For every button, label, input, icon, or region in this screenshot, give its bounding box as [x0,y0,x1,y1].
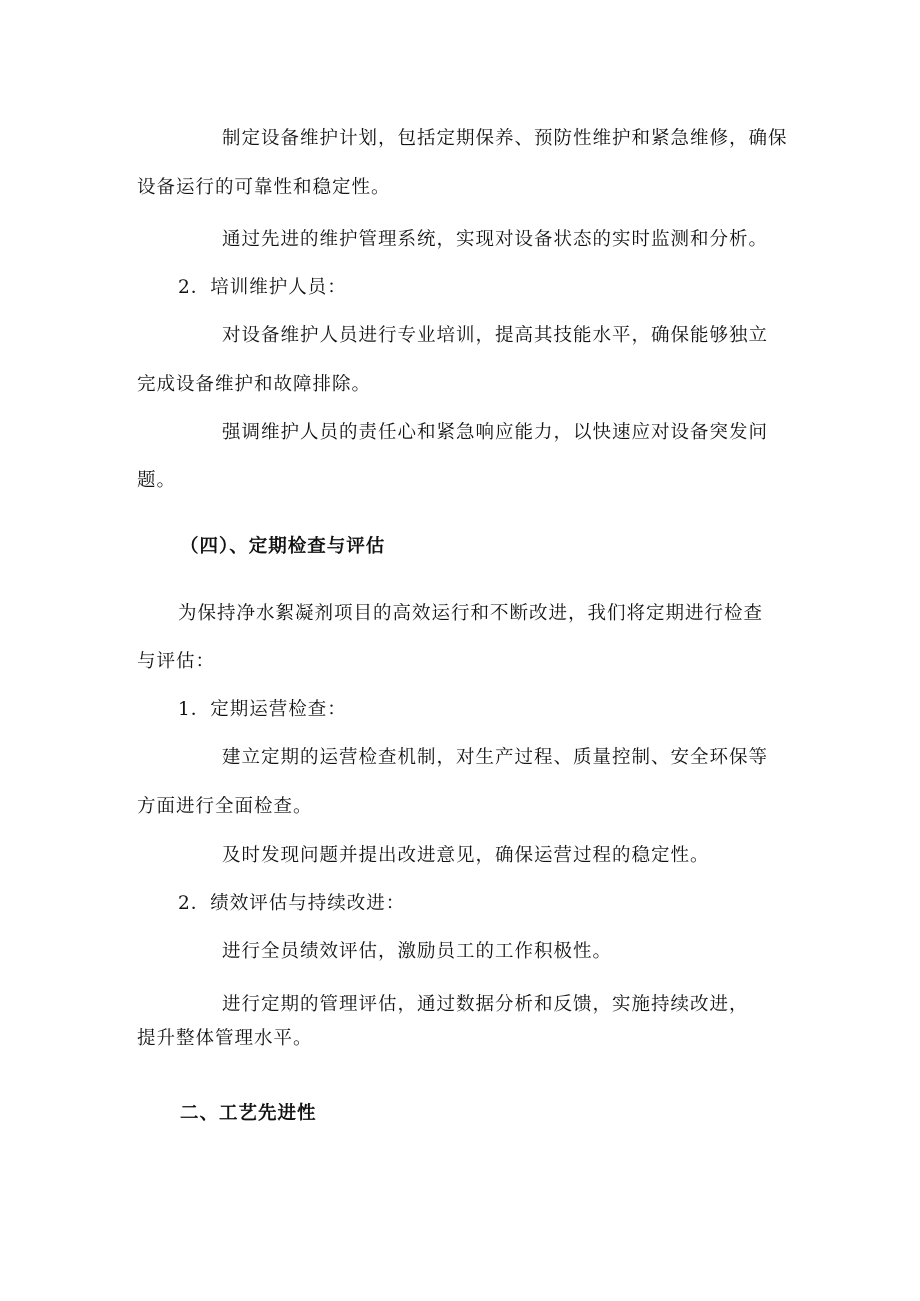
list-item-label: 2．培训维护人员： [178,277,347,298]
paragraph-line: 进行定期的管理评估，通过数据分析和反馈，实施持续改进， [222,994,749,1015]
paragraph-line: 强调维护人员的责任心和紧急响应能力，以快速应对设备突发问 [222,422,769,443]
paragraph-line: 方面进行全面检查。 [137,796,313,817]
paragraph-line: 题。 [137,470,177,491]
list-item-label: 2．绩效评估与持续改进： [178,893,406,914]
section-heading: 二、工艺先进性 [180,1103,317,1124]
paragraph-line: 进行全员绩效评估，激励员工的工作积极性。 [222,941,613,962]
paragraph-line: 与评估： [137,651,216,672]
paragraph-line: 完成设备维护和故障排除。 [137,374,372,395]
paragraph-line: 及时发现问题并提出改进意见，确保运营过程的稳定性。 [222,845,710,866]
paragraph-line: 对设备维护人员进行专业培训，提高其技能水平，确保能够独立 [222,325,769,346]
paragraph-line: 设备运行的可靠性和稳定性。 [137,177,391,198]
paragraph-line: 提升整体管理水平。 [137,1028,313,1049]
section-heading: （四）、定期检查与评估 [180,536,386,557]
list-item-label: 1．定期运营检查： [178,699,347,720]
paragraph-line: 制定设备维护计划，包括定期保养、预防性维护和紧急维修，确保 [222,128,788,149]
paragraph-line: 建立定期的运营检查机制，对生产过程、质量控制、安全环保等 [222,747,769,768]
paragraph-line: 通过先进的维护管理系统，实现对设备状态的实时监测和分析。 [222,229,769,250]
paragraph-line: 为保持净水絮凝剂项目的高效运行和不断改进，我们将定期进行检查 [178,603,764,624]
